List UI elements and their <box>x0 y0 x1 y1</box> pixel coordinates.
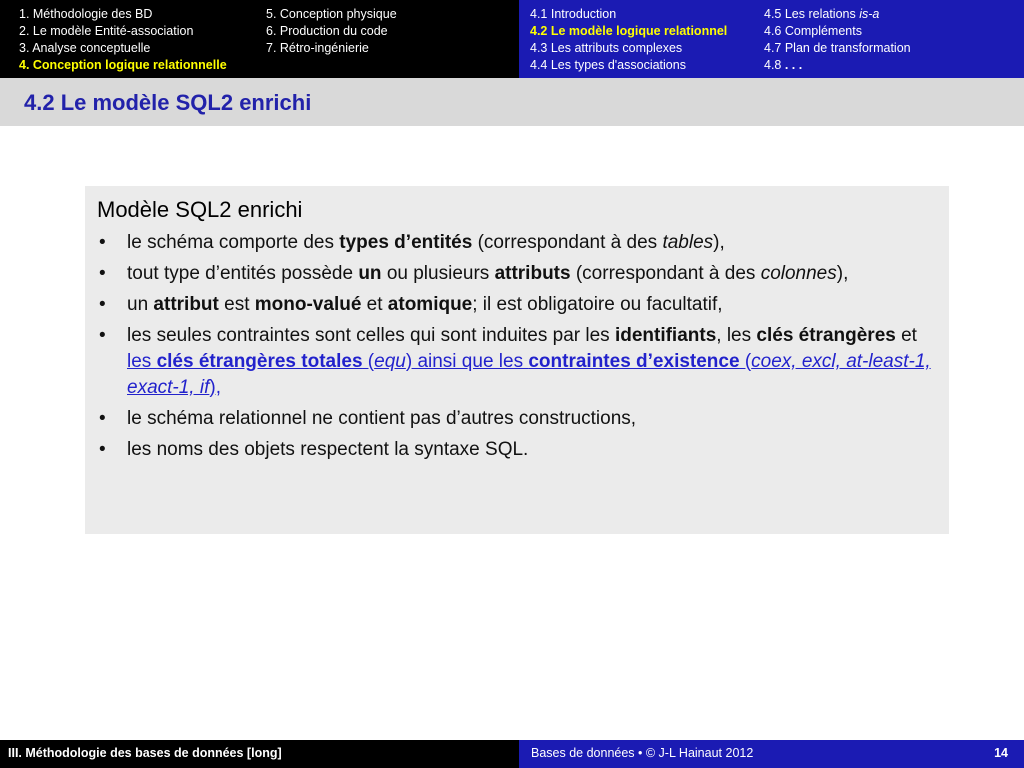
nav-column-1 <box>19 6 227 74</box>
nav-item-subsection-4-7[interactable]: 4.7 Plan de transformation <box>764 41 911 55</box>
footer-course-title: III. Méthodologie des bases de données [long] <box>8 746 282 760</box>
nav-item-section-6[interactable]: 6. Production du code <box>266 24 388 38</box>
nav-item-subsection-4-2-active[interactable]: 4.2 Le modèle logique relationnel <box>530 24 728 38</box>
content-block <box>85 186 949 534</box>
nav-item-subsection-4-4[interactable]: 4.4 Les types d'associations <box>530 58 686 72</box>
bullet-icon: • <box>99 294 106 315</box>
nav-column-4 <box>764 6 911 74</box>
footer-copyright: Bases de données • © J-L Hainaut 2012 <box>531 746 754 760</box>
nav-column-2 <box>266 6 397 57</box>
constraints-link[interactable]: les clés étrangères totales (equ) ainsi que les contraintes d’existence (coex, excl, at-least-1, exact-1, if), <box>127 351 931 398</box>
bullet-icon: • <box>99 232 106 253</box>
nav-item-section-4-active[interactable]: 4. Conception logique relationnelle <box>19 58 227 72</box>
footer-right-panel <box>519 740 1024 768</box>
nav-item-subsection-4-8[interactable]: 4.8 . . . <box>764 58 803 72</box>
bullet-icon: • <box>99 263 106 284</box>
page-number: 14 <box>994 746 1008 760</box>
slide-title-band <box>0 78 1024 126</box>
nav-item-section-1[interactable]: 1. Méthodologie des BD <box>19 7 153 21</box>
nav-item-section-7[interactable]: 7. Rétro-ingénierie <box>266 41 369 55</box>
bullet-icon: • <box>99 439 106 460</box>
bullet-item-1: • le schéma comporte des types d’entités (correspondant à des tables), <box>97 230 933 256</box>
nav-item-subsection-4-3[interactable]: 4.3 Les attributs complexes <box>530 41 683 55</box>
nav-item-section-3[interactable]: 3. Analyse conceptuelle <box>19 41 151 55</box>
bullet-item-4: • les seules contraintes sont celles qui sont induites par les identifiants, les clés étrangères et les clés étrangères totales (equ) ainsi que les contraintes d’existence (coex, excl, at-least-1, exact-1, if), <box>99 325 931 398</box>
slide-title: 4.2 Le modèle SQL2 enrichi <box>24 90 312 115</box>
bullet-icon: • <box>99 325 106 346</box>
bullet-list <box>97 230 933 463</box>
footer <box>0 740 1024 768</box>
nav-item-subsection-4-1[interactable]: 4.1 Introduction <box>530 7 617 21</box>
bullet-item-5: • le schéma relationnel ne contient pas d’autres constructions, <box>97 406 933 432</box>
bullet-item-3: • un attribut est mono-valué et atomique; il est obligatoire ou facultatif, <box>97 292 933 318</box>
footer-left-panel <box>0 740 519 768</box>
bullet-icon: • <box>99 408 106 429</box>
top-navigation <box>0 0 1024 78</box>
nav-item-subsection-4-6[interactable]: 4.6 Compléments <box>764 24 862 38</box>
nav-item-section-5[interactable]: 5. Conception physique <box>266 7 397 21</box>
nav-item-subsection-4-5[interactable]: 4.5 Les relations is-a <box>764 7 880 21</box>
nav-item-section-2[interactable]: 2. Le modèle Entité-association <box>19 24 194 38</box>
bullet-item-6: • les noms des objets respectent la syntaxe SQL. <box>97 437 933 463</box>
block-title: Modèle SQL2 enrichi <box>97 197 303 222</box>
bullet-item-2: • tout type d’entités possède un ou plusieurs attributs (correspondant à des colonnes), <box>97 261 933 287</box>
nav-column-3 <box>530 6 727 74</box>
